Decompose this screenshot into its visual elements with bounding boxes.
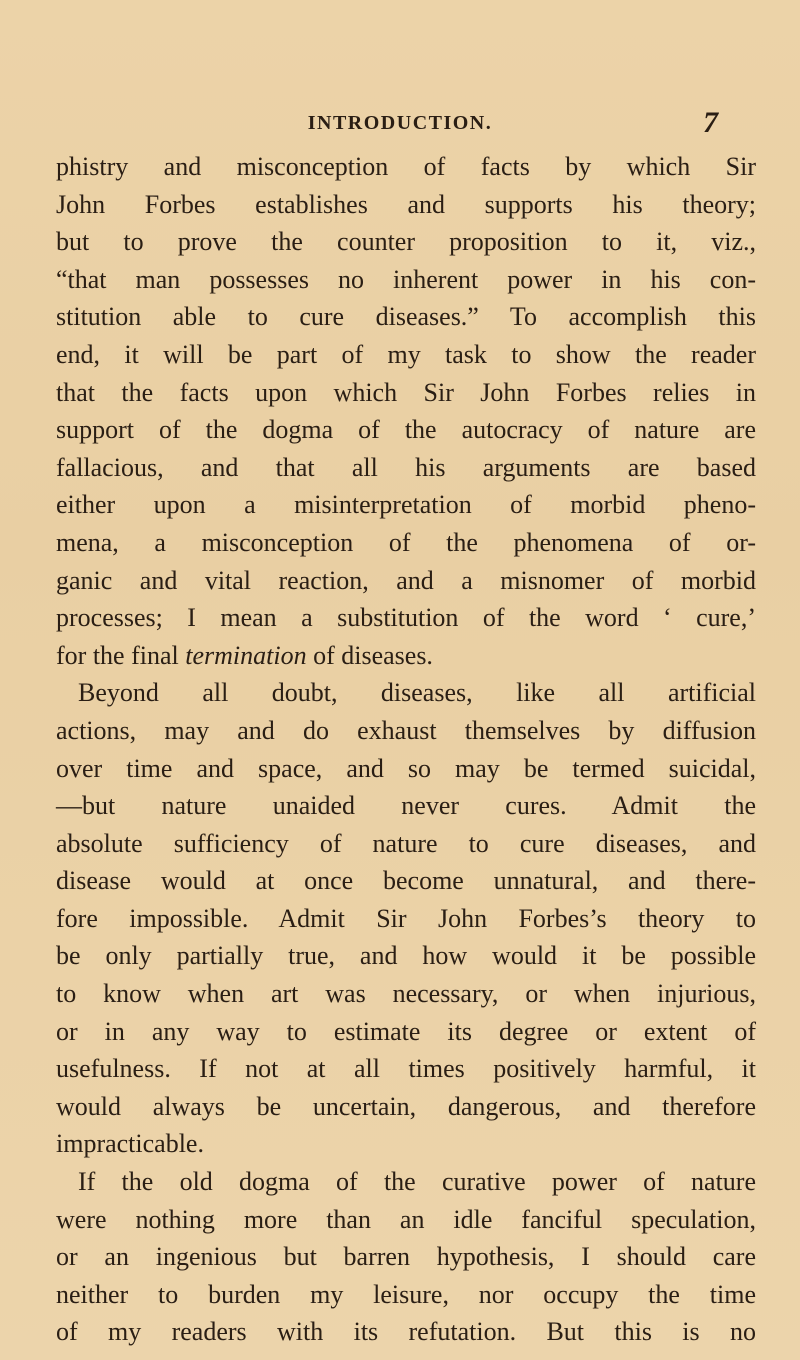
text-line: that the facts upon which Sir John Forbes relies in <box>56 377 756 407</box>
text-segment: for the final <box>56 640 179 670</box>
text-line: “that man possesses no inherent power in his con- <box>56 264 756 294</box>
page-number: 7 <box>703 106 718 139</box>
text-line: absolute sufficiency of nature to cure diseases, and <box>56 828 756 858</box>
text-line: John Forbes establishes and supports his theory; <box>56 189 756 219</box>
italic-term: termination <box>185 640 307 670</box>
text-segment: of diseases. <box>313 640 433 670</box>
body-text <box>56 148 756 1351</box>
text-line: would always be uncertain, dangerous, and therefore <box>56 1091 756 1121</box>
text-line: mena, a misconception of the phenomena of or- <box>56 527 756 557</box>
text-line: impracticable. <box>56 1129 204 1159</box>
text-line: Beyond all doubt, diseases, like all artificial <box>78 678 756 708</box>
text-line <box>56 637 756 675</box>
running-title: INTRODUCTION. <box>307 112 493 134</box>
text-line: or in any way to estimate its degree or extent of <box>56 1016 756 1046</box>
text-line: were nothing more than an idle fanciful speculation, <box>56 1204 756 1234</box>
text-line: over time and space, and so may be termed suicidal, <box>56 753 756 783</box>
text-line: either upon a misinterpretation of morbid pheno- <box>56 490 756 520</box>
text-line: —but nature unaided never cures. Admit the <box>56 791 756 821</box>
text-line: usefulness. If not at all times positively harmful, it <box>56 1054 756 1084</box>
text-line: but to prove the counter proposition to it, viz., <box>56 227 756 257</box>
text-line: stitution able to cure diseases.” To accomplish this <box>56 302 756 332</box>
text-line: processes; I mean a substitution of the word ‘ cure,’ <box>56 603 756 633</box>
text-line: fore impossible. Admit Sir John Forbes’s theory to <box>56 903 756 933</box>
text-line: fallacious, and that all his arguments are based <box>56 452 756 482</box>
text-line: be only partially true, and how would it be possible <box>56 941 756 971</box>
text-line: or an ingenious but barren hypothesis, I should care <box>56 1242 756 1272</box>
text-line: ganic and vital reaction, and a misnomer of morbid <box>56 565 756 595</box>
running-head <box>0 108 800 144</box>
text-line: end, it will be part of my task to show the reader <box>56 339 756 369</box>
text-line: neither to burden my leisure, nor occupy the time <box>56 1279 756 1309</box>
text-line: support of the dogma of the autocracy of nature are <box>56 415 756 445</box>
text-line: actions, may and do exhaust themselves by diffusion <box>56 715 756 745</box>
text-line: disease would at once become unnatural, and there- <box>56 866 756 896</box>
text-line: of my readers with its refutation. But this is no <box>56 1317 756 1347</box>
text-line: to know when art was necessary, or when injurious, <box>56 979 756 1009</box>
text-line: If the old dogma of the curative power of nature <box>78 1167 756 1197</box>
text-line: phistry and misconception of facts by which Sir <box>56 152 756 181</box>
